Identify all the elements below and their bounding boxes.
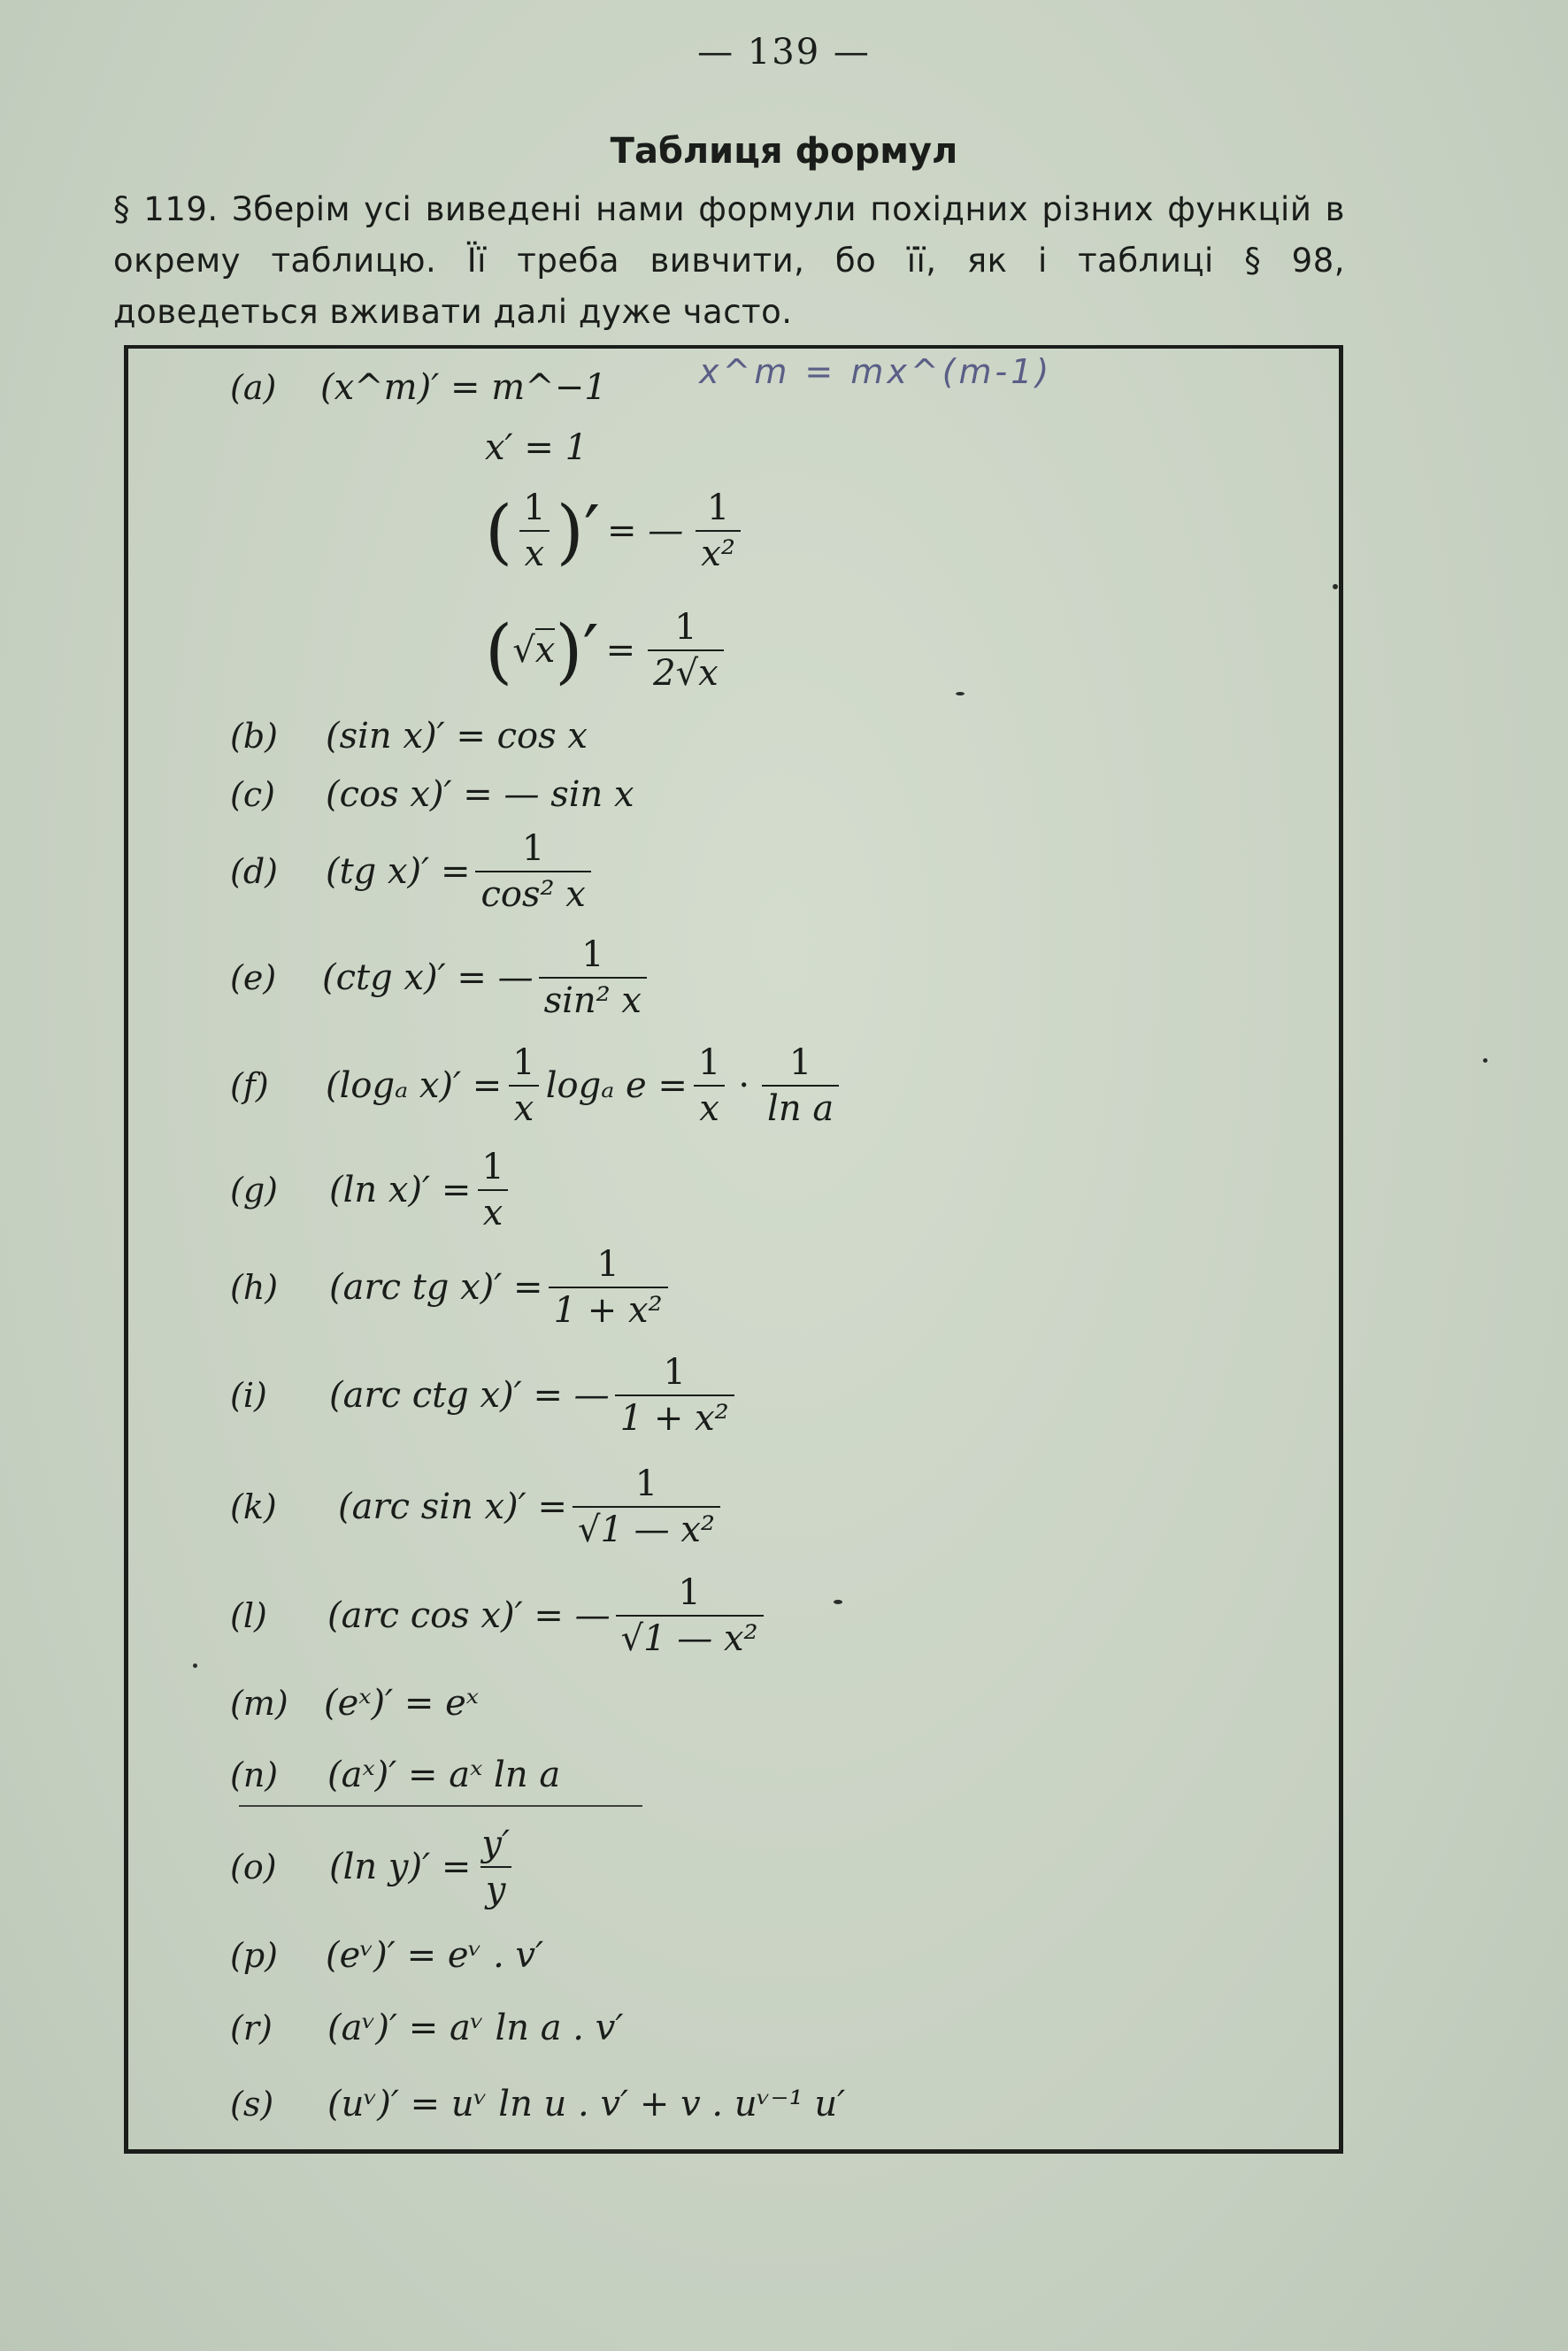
- paper-speck: [193, 1663, 197, 1668]
- formula-label: (h): [230, 1268, 279, 1307]
- fraction: $\frac{1}{\text{√1 — x²}}$: [616, 1574, 764, 1657]
- formula-expression: (eᵛ)′ = eᵛ . v′: [326, 1935, 544, 1976]
- page: — 139 — Таблиця формул § 119. Зберім усі виведені нами формули похідних різних функцій в окрему таблицю. Її треба вивчити, бо її, як і таблиці § 98, доведеться вживати далі дуже часто. x^m = mx^(m-1) (a) (x^m)′ = m^−1 x′ = 1 ( $\frac{1}{x}$ )′ = — $\frac{1}{\text{x²}}$ ( √x )′ = $\frac{1}{2√x}$ (b) (sin x)′ = cos x (c) (cos x)′ = — sin x (d) (tg x)′ = $\frac{1}{\text{cos² x}}$ (e) (ctg x)′ = — $\frac{1}{\text{sin² x}}$ (f) (logₐ x)′ = $\frac{1}{x}$ logₐ e = $\frac{1}{x}$ · $\frac{1}{\text{ln a}}$ (g) (ln x)′ = $\frac{1}{x}$ (h) (arc tg x)′ = $\frac{1}{\text{1 + x²}}$ (i) (arc ctg x)′ = — $\frac{1}{\text{1 + x²}}$ (k) (arc sin x)′ = $\frac{1}{\text{√1 — x²}}$ (l) (arc cos x)′ = — $\frac{1}{\text{√1 — x²}}$ (m) (eˣ)′ = eˣ (n) (aˣ)′ = aˣ ln a (o) (ln y)′ = $\frac{y'}{y}$ (p) (eᵛ)′ = eᵛ . v′ (r) (aᵛ)′ = aᵛ ln a . v′ (s) (uᵛ)′ = uᵛ ln u . v′ + v . uᵛ⁻¹ u′: [0, 0, 1568, 2351]
- formula-expression: (sin x)′ = cos x: [326, 716, 588, 757]
- fraction: $\frac{1}{x}$: [507, 1044, 540, 1127]
- formula-label: (d): [230, 852, 278, 891]
- fraction: $\frac{1}{2√x}$: [648, 609, 724, 692]
- formula-expression: (uᵛ)′ = uᵛ ln u . v′ + v . uᵛ⁻¹ u′: [327, 2084, 846, 2124]
- formula-label: (o): [230, 1848, 277, 1886]
- intro-paragraph: § 119. Зберім усі виведені нами формули похідних різних функцій в окрему таблицю. Її треба вивчити, бо її, як і таблиці § 98, доведеться вживати далі дуже часто.: [113, 190, 1345, 331]
- fraction: $\frac{1}{x}$: [693, 1044, 726, 1127]
- formula-label: (n): [230, 1756, 279, 1794]
- formula-expression: x′ = 1: [485, 427, 588, 468]
- fraction: $\frac{1}{\text{√1 — x²}}$: [573, 1465, 720, 1548]
- paper-speck: [1483, 1058, 1487, 1063]
- handwritten-underline: [239, 1805, 642, 1807]
- fraction: $\frac{1}{\text{1 + x²}}$: [615, 1354, 734, 1437]
- fraction: $\frac{y'}{y}$: [481, 1824, 511, 1910]
- paper-speck: [1333, 584, 1338, 589]
- formula-expression: (eˣ)′ = eˣ: [324, 1683, 479, 1724]
- formula-table-frame: [124, 345, 1343, 2154]
- section-heading: Таблиця формул: [610, 131, 958, 172]
- fraction: $\frac{1}{\text{cos² x}}$: [475, 830, 590, 913]
- formula-label: (k): [230, 1487, 277, 1526]
- formula-label: (c): [230, 775, 275, 814]
- fraction: $\frac{1}{x}$: [476, 1149, 509, 1232]
- fraction: $\frac{1}{\text{x²}}$: [696, 489, 741, 572]
- formula-expression: (x^m)′ = m^−1: [320, 367, 607, 408]
- paper-speck: [956, 692, 965, 695]
- formula-label: (e): [230, 958, 277, 997]
- formula-label: (f): [230, 1066, 269, 1105]
- page-number: — 139 —: [697, 32, 871, 73]
- formula-label: (m): [230, 1684, 288, 1723]
- fraction: $\frac{1}{\text{ln a}}$: [762, 1044, 839, 1127]
- handwritten-note-text: x^m = mx^(m-1): [699, 352, 1053, 391]
- formula-expression: (aᵛ)′ = aᵛ ln a . v′: [327, 2008, 624, 2048]
- fraction: $\frac{1}{\text{sin² x}}$: [539, 936, 647, 1019]
- formula-label: (l): [230, 1595, 267, 1635]
- formula-expression: (aˣ)′ = aˣ ln a: [327, 1755, 561, 1795]
- fraction: $\frac{1}{\text{1 + x²}}$: [549, 1246, 668, 1329]
- formula-label: (g): [230, 1171, 278, 1210]
- formula-label: (s): [230, 2085, 274, 2124]
- formula-label: (r): [230, 2009, 273, 2048]
- formula-label: (b): [230, 717, 278, 756]
- paper-speck: [834, 1600, 842, 1604]
- formula-label: (a): [230, 368, 277, 407]
- formula-label: (i): [230, 1376, 267, 1415]
- formula-label: (p): [230, 1936, 278, 1975]
- fraction: $\frac{1}{x}$: [518, 489, 550, 572]
- formula-expression: (cos x)′ = — sin x: [326, 774, 634, 815]
